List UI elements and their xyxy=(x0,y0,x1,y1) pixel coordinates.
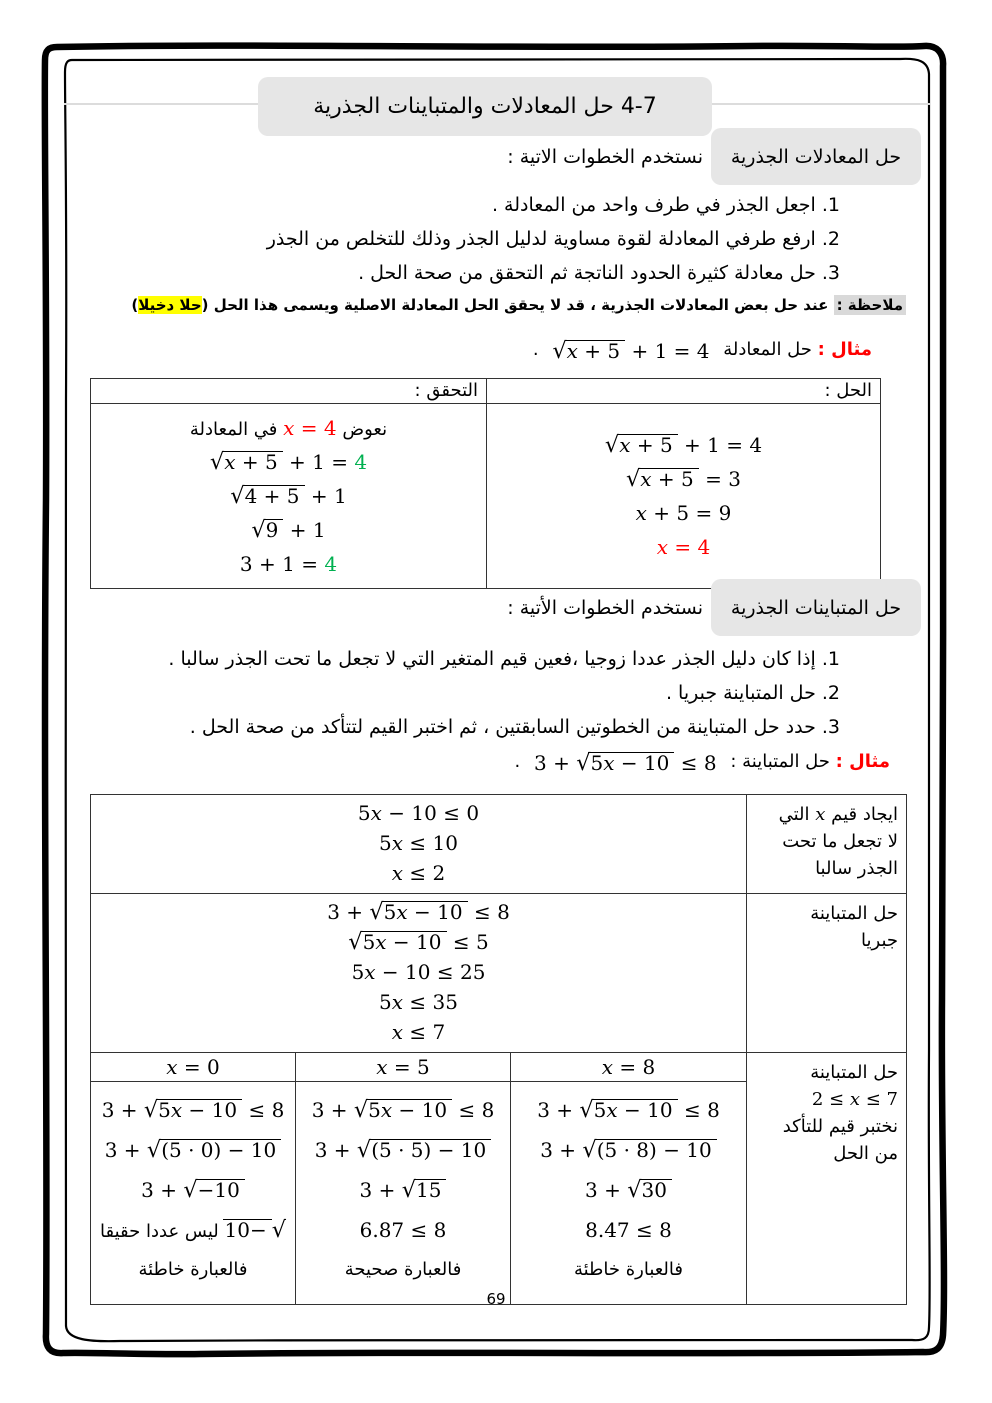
test-column-body: 3 + √5x − 10 ≤ 8 3 + √(5 · 8) − 10 3 + √30 8.47 ≤ 8 فالعبارة خاطئة xyxy=(537,1097,720,1280)
note-line xyxy=(131,296,906,314)
step-item: 2. حل المتباينة جبريا . xyxy=(665,682,840,704)
table2-row2-content: 3 + √5x − 10 ≤ 8 √5x − 10 ≤ 5 5x − 10 ≤ 25 5x ≤ 35 x ≤ 7 xyxy=(91,894,746,1053)
table2-row3-label: حل المتباينة 2 ≤ x ≤ 7 نختبر قيم للتأكد من الحل xyxy=(746,1053,906,1304)
table1-header-solution: الحل : xyxy=(486,379,880,404)
lesson-title: 4-7 حل المعادلات والمتباينات الجذرية xyxy=(258,77,712,136)
test-column-header: x = 0 xyxy=(91,1053,295,1082)
example1-equation: √x + 5 + 1 = 4 xyxy=(552,338,710,364)
note-label: ملاحظة : xyxy=(834,295,906,315)
section1-intro: نستخدم الخطوات الاتية : xyxy=(507,146,703,168)
test-column-body: 3 + √5x − 10 ≤ 8 3 + √(5 · 5) − 10 3 + √15 6.87 ≤ 8 فالعبارة صحيحة xyxy=(311,1097,495,1280)
table2-row1-content: 5x − 10 ≤ 0 5x ≤ 10 x ≤ 2 xyxy=(91,795,746,894)
test-column-x0 xyxy=(91,1053,296,1304)
table2-row1-label: ايجاد قيم x التي لا تجعل ما تحت الجذر سالبا xyxy=(746,795,906,894)
example1-line xyxy=(533,338,872,364)
table2-row2-label: حل المتباينة جبريا xyxy=(746,894,906,1053)
note-body: عند حل بعض المعادلات الجذرية ، قد لا يحقق الحل المعادلة الاصلية ويسمى هذا الحل ( xyxy=(201,296,829,314)
page-number: 69 xyxy=(486,1290,506,1308)
section1-steps xyxy=(80,188,840,290)
section2-intro: نستخدم الخطوات الأتية : xyxy=(507,597,703,619)
example-lead: حل المتباينة : xyxy=(724,751,836,772)
example-label: مثال : xyxy=(817,339,872,360)
test-values-grid xyxy=(91,1053,746,1304)
step-item: 3. حل معادلة كثيرة الحدود الناتجة ثم التحقق من صحة الحل . xyxy=(358,262,840,284)
example-lead: حل المعادلة xyxy=(717,339,818,360)
step-item: 2. ارفع طرفي المعادلة لقوة مساوية لدليل الجذر وذلك للتخلص من الجذر xyxy=(266,228,840,250)
test-column-x5 xyxy=(296,1053,511,1304)
note-close: ) xyxy=(131,296,139,314)
section1-badge: حل المعادلات الجذرية xyxy=(711,128,921,185)
example-tail: . xyxy=(514,751,526,772)
example-tail: . xyxy=(532,339,545,360)
test-column-header: x = 5 xyxy=(296,1053,510,1082)
example2-line xyxy=(515,750,890,776)
table2-row3-content xyxy=(91,1053,746,1304)
note-highlight: حلا دخيلا xyxy=(138,296,202,314)
example-label: مثال : xyxy=(835,751,890,772)
example1-table xyxy=(90,378,881,589)
section2-steps xyxy=(50,642,840,744)
example2-equation: 3 + √5x − 10 ≤ 8 xyxy=(533,750,717,776)
table1-header-check: التحقق : xyxy=(91,379,486,404)
step-item: 1. إذا كان دليل الجذر عددا زوجيا ،فعين قيم المتغير التي لا تجعل ما تحت الجذر سالبا . xyxy=(168,648,840,670)
test-column-header: x = 8 xyxy=(511,1053,746,1082)
table1-check-cell: نعوض x = 4 في المعادلة √x + 5 + 1 = 4 √4 + 5 + 1 √9 + 1 3 + 1 = 4 xyxy=(189,416,388,576)
test-column-x8 xyxy=(511,1053,746,1304)
section2-badge: حل المتباينات الجذرية xyxy=(711,579,921,636)
step-item: 3. حدد حل المتباينة من الخطوتين السابقتين ، ثم اختبر القيم لتتأكد من صحة الحل . xyxy=(189,716,840,738)
step-item: 1. اجعل الجذر في طرف واحد من المعادلة . xyxy=(491,194,840,216)
table1-solution-cell: √x + 5 + 1 = 4 √x + 5 = 3 x + 5 = 9 x = 4 xyxy=(486,404,880,588)
test-column-body: 3 + √5x − 10 ≤ 8 3 + √(5 · 0) − 10 3 + √−10 √−10 ليس عددا حقيقا فالعبارة خاطئة xyxy=(100,1097,286,1280)
example2-table xyxy=(90,794,907,1305)
